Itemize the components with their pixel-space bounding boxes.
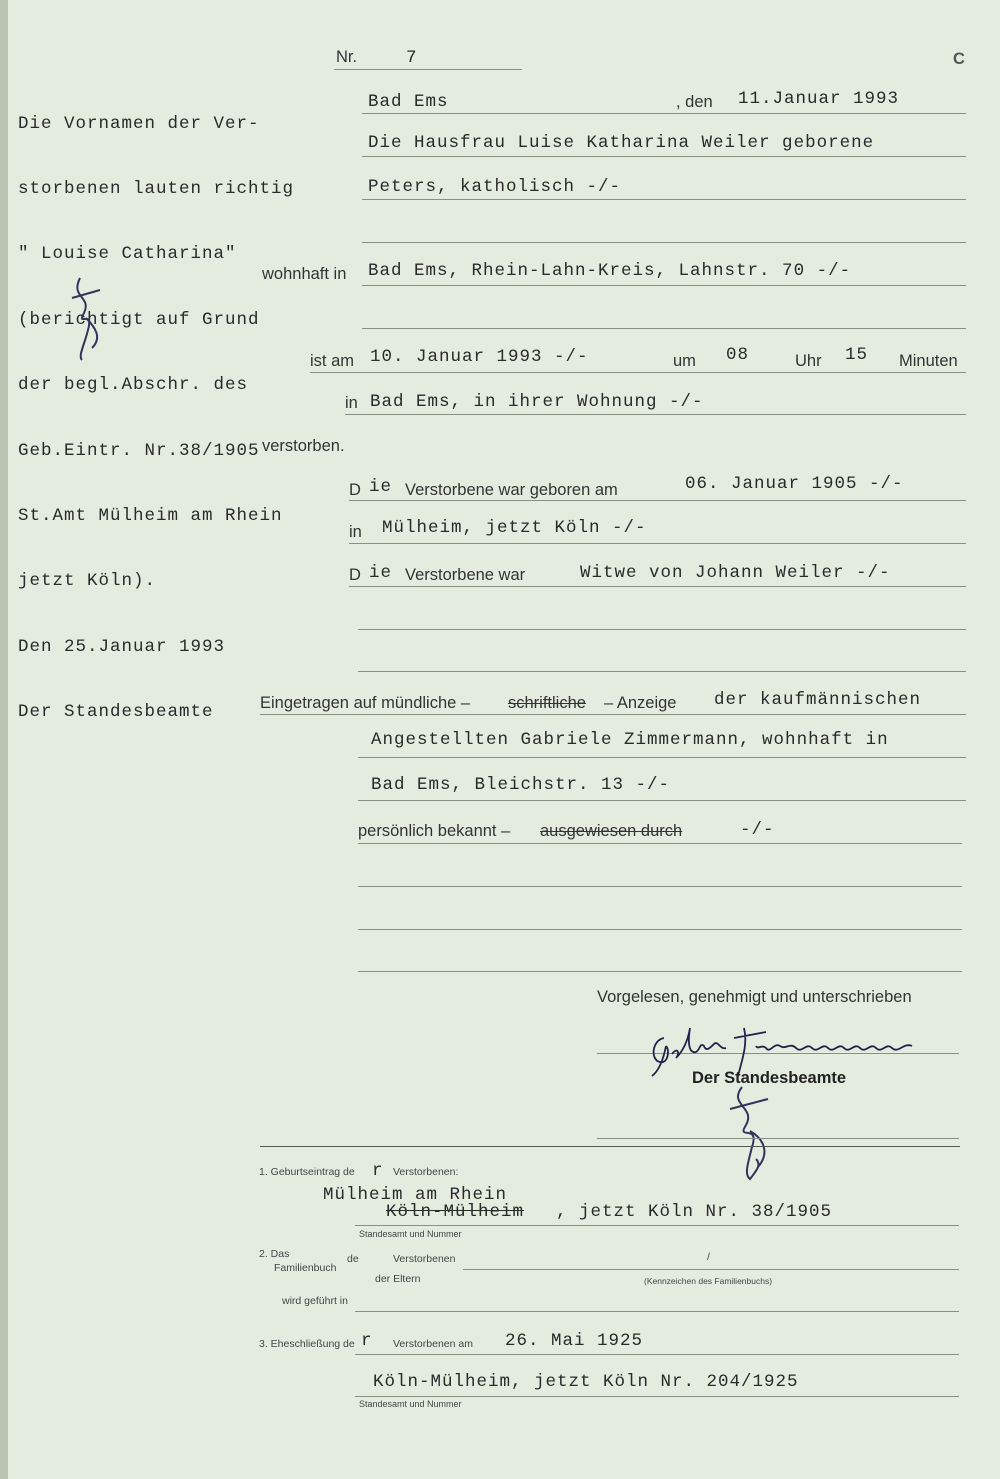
rule	[358, 886, 962, 887]
birth-entry-suffix: Verstorbenen:	[393, 1166, 459, 1178]
death-minutes: 15	[845, 345, 869, 365]
status-label: Verstorbene war	[405, 566, 526, 584]
margin-note-line: Die Vornamen der Ver-	[18, 113, 260, 134]
deceased-description-line1: Die Hausfrau Luise Katharina Weiler geborene	[368, 133, 875, 153]
nr-value: 7	[406, 48, 418, 68]
marriage-value: Köln-Mülheim, jetzt Köln Nr. 204/1925	[373, 1372, 799, 1392]
uhr-label: Uhr	[795, 352, 822, 370]
vorgelesen-text: Vorgelesen, genehmigt und unterschrieben	[597, 988, 912, 1006]
family-book-verstorbenen: Verstorbenen	[393, 1253, 456, 1265]
rule	[358, 629, 966, 630]
rule	[358, 843, 962, 844]
ist-am-label: ist am	[310, 352, 355, 370]
deceased-description-line2: Peters, katholisch -/-	[368, 177, 622, 197]
born-prefix: D	[349, 481, 361, 499]
reporter-line2: Angestellten Gabriele Zimmermann, wohnhaft in	[371, 730, 889, 750]
born-typed-ie: ie	[369, 477, 393, 497]
bekannt-label: persönlich bekannt –	[358, 822, 511, 840]
family-book-label: Familienbuch	[274, 1262, 337, 1274]
rule	[355, 1396, 959, 1397]
rule	[349, 586, 966, 587]
rule	[358, 757, 966, 758]
death-date: 10. Januar 1993 -/-	[370, 347, 589, 367]
birth-entry-typed-r: r	[372, 1161, 384, 1181]
rule	[597, 1138, 959, 1139]
minuten-label: Minuten	[899, 352, 958, 370]
margin-note-line: Der Standesbeamte	[18, 702, 214, 723]
margin-note-line: Den 25.Januar 1993	[18, 636, 226, 657]
family-book-das: 2. Das	[259, 1248, 290, 1260]
rule	[362, 199, 966, 200]
struck-schriftliche: schriftliche	[508, 694, 586, 712]
marriage-date: 26. Mai 1925	[505, 1331, 644, 1351]
margin-note-line: " Louise Catharina"	[18, 244, 237, 265]
birth-entry-struck: Köln-Mülheim	[386, 1202, 525, 1222]
nr-label: Nr.	[336, 48, 358, 66]
verstorben-label: verstorben.	[262, 437, 345, 455]
registrar-signature	[722, 1075, 782, 1185]
rule	[349, 500, 966, 501]
standesbeamte-label: Der Standesbeamte	[692, 1069, 847, 1087]
rule	[362, 113, 966, 114]
marital-status: Witwe von Johann Weiler -/-	[580, 563, 891, 583]
status-typed-ie: ie	[369, 563, 393, 583]
margin-note-line: jetzt Köln).	[18, 571, 157, 592]
footer-separator	[260, 1146, 960, 1147]
margin-note-line: storbenen lauten richtig	[18, 178, 295, 199]
birth-entry-sub: Standesamt und Nummer	[359, 1229, 462, 1239]
marriage-label: 3. Eheschließung de	[259, 1338, 355, 1350]
rule	[355, 1225, 959, 1226]
margin-correction-note	[18, 70, 294, 768]
wohnhaft-label: wohnhaft in	[262, 265, 347, 283]
residence-value: Bad Ems, Rhein-Lahn-Kreis, Lahnstr. 70 -/-	[368, 261, 852, 281]
um-label: um	[673, 352, 696, 370]
margin-signature-initials	[62, 268, 112, 363]
status-prefix: D	[349, 566, 361, 584]
family-book-de: de	[347, 1253, 359, 1265]
marriage-suffix: Verstorbenen am	[393, 1338, 473, 1350]
born-label: Verstorbene war geboren am	[405, 481, 618, 499]
birth-entry-label: 1. Geburtseintrag de	[259, 1166, 355, 1178]
rule	[358, 971, 962, 972]
birth-entry-value: , jetzt Köln Nr. 38/1905	[556, 1202, 833, 1222]
bekannt-suffix: -/-	[740, 820, 775, 840]
rule	[355, 1354, 959, 1355]
in-label: in	[345, 394, 358, 412]
rule	[358, 929, 962, 930]
eingetragen-label: Eingetragen auf mündliche –	[260, 694, 471, 712]
struck-ausgewiesen: ausgewiesen durch	[540, 822, 683, 840]
corner-mark: C	[953, 50, 965, 68]
family-book-eltern: der Eltern	[375, 1273, 421, 1285]
rule	[349, 543, 966, 544]
margin-note-line: (berichtigt auf Grund	[18, 309, 260, 330]
family-book-kennzeichen: (Kennzeichen des Familienbuchs)	[644, 1276, 773, 1286]
rule	[362, 285, 966, 286]
rule	[310, 372, 966, 373]
register-place: Bad Ems	[368, 92, 449, 112]
rule	[358, 671, 966, 672]
birth-place: Mülheim, jetzt Köln -/-	[382, 518, 647, 538]
rule	[345, 414, 966, 415]
nr-line	[334, 69, 522, 70]
rule	[358, 800, 966, 801]
reporter-line3: Bad Ems, Bleichstr. 13 -/-	[371, 775, 671, 795]
rule	[362, 156, 966, 157]
register-date: 11.Januar 1993	[738, 89, 900, 109]
family-book-slash: /	[707, 1251, 710, 1263]
birth-in-label: in	[349, 523, 362, 541]
marriage-typed-r: r	[361, 1331, 373, 1351]
birth-date: 06. Januar 1905 -/-	[685, 474, 904, 494]
rule	[355, 1311, 959, 1312]
reporter-line1: der kaufmännischen	[714, 690, 922, 710]
margin-note-line: Geb.Eintr. Nr.38/1905	[18, 440, 260, 461]
rule	[362, 328, 966, 329]
margin-note-line: der begl.Abschr. des	[18, 375, 249, 396]
marriage-sub: Standesamt und Nummer	[359, 1399, 462, 1409]
death-hour: 08	[726, 345, 750, 365]
death-place: Bad Ems, in ihrer Wohnung -/-	[370, 392, 704, 412]
birth-entry-correction: Mülheim am Rhein	[323, 1185, 508, 1205]
rule	[260, 714, 966, 715]
margin-note-line: St.Amt Mülheim am Rhein	[18, 505, 283, 526]
rule	[463, 1269, 959, 1270]
rule	[362, 242, 966, 243]
anzeige-label: – Anzeige	[604, 694, 677, 712]
page-edge	[0, 0, 8, 1479]
den-label: , den	[676, 93, 713, 111]
family-book-gefuehrt: wird geführt in	[282, 1295, 348, 1307]
